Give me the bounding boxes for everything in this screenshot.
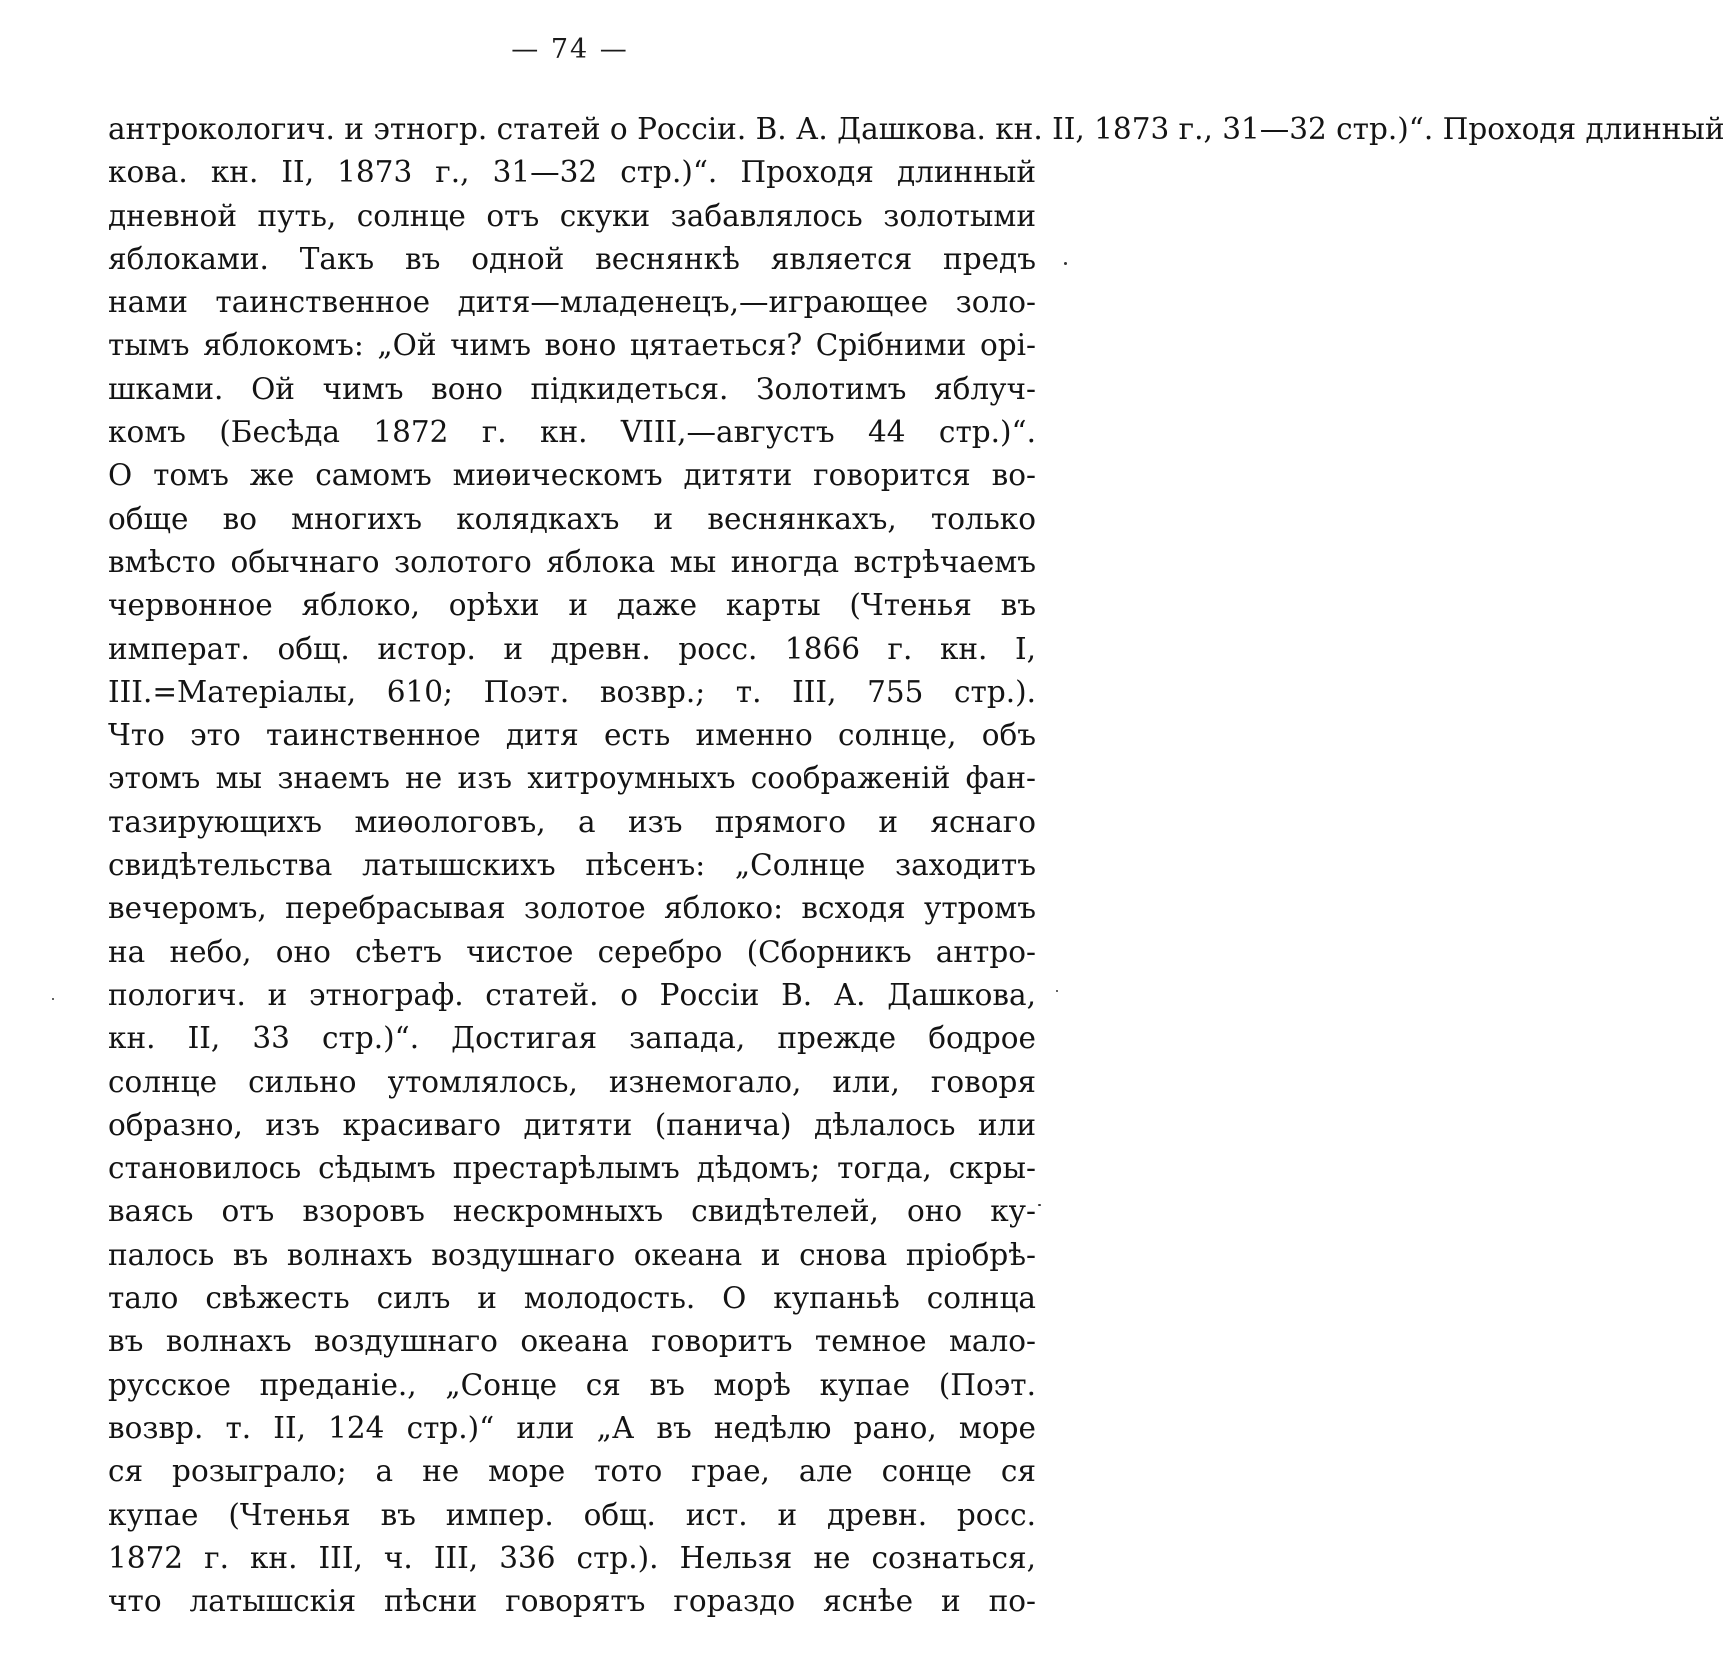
print-speck [1064, 262, 1067, 265]
text-line: этомъ мы знаемъ не изъ хитроумныхъ соображеній фан- [108, 761, 1036, 796]
text-line: свидѣтельства латышскихъ пѣсенъ: „Солнце заходитъ [108, 848, 1036, 883]
print-speck [1056, 990, 1058, 992]
text-line: III.=Матеріалы, 610; Поэт. возвр.; т. III, 755 стр.). [108, 674, 1036, 709]
text-line: кова. кн. II, 1873 г., 31—32 стр.)“. Проходя длинный [108, 155, 1036, 190]
print-speck [1038, 1204, 1041, 1206]
text-line: ся розыграло; а не море тото грае, але сонце ся [108, 1454, 1036, 1489]
text-line: вмѣсто обычнаго золотого яблока мы иногда встрѣчаемъ [108, 544, 1036, 579]
text-line: комъ (Бесѣда 1872 г. кн. VIII,—августъ 44 стр.)“. [108, 415, 1036, 450]
text-line: обще во многихъ колядкахъ и веснянкахъ, только [108, 501, 1036, 536]
text-line: палось въ волнахъ воздушнаго океана и снова пріобрѣ- [108, 1237, 1036, 1272]
text-line: тало свѣжесть силъ и молодость. О купаньѣ солнца [108, 1281, 1036, 1316]
text-line: становилось сѣдымъ престарѣлымъ дѣдомъ; тогда, скры- [108, 1151, 1036, 1186]
text-line: что латышскія пѣсни говорятъ гораздо яснѣе и по- [108, 1584, 1036, 1619]
text-line: образно, изъ красиваго дитяти (панича) дѣлалось или [108, 1107, 1036, 1142]
text-line: ваясь отъ взоровъ нескромныхъ свидѣтелей, оно ку- [108, 1194, 1036, 1229]
text-line: купае (Чтенья въ импер. общ. ист. и древн. росс. [108, 1497, 1036, 1532]
text-line: нами таинственное дитя—младенецъ,—играющее золо- [108, 285, 1036, 320]
text-line: антрокологич. и этногр. статей о Россіи. В. А. Дашкова. кн. II, 1873 г., 31—32 стр.)“. Проходя длинный [108, 112, 1725, 146]
text-line: тымъ яблокомъ: „Ой чимъ воно цятаеться? Срібними орі- [108, 328, 1036, 363]
text-line: О томъ же самомъ миѳическомъ дитяти говорится во- [108, 458, 1036, 493]
text-line: въ волнахъ воздушнаго океана говоритъ темное мало- [108, 1324, 1036, 1359]
text-line: Что это таинственное дитя есть именно солнце, объ [108, 718, 1036, 753]
text-line: вечеромъ, перебрасывая золотое яблоко: всходя утромъ [108, 891, 1036, 926]
text-line: императ. общ. истор. и древн. росс. 1866 г. кн. I, [108, 631, 1036, 666]
text-line: солнце сильно утомлялось, изнемогало, или, говоря [108, 1064, 1036, 1099]
text-line: русское преданіе., „Сонце ся въ морѣ купае (Поэт. [108, 1367, 1036, 1402]
text-line: пологич. и этнограф. статей. о Россіи В. А. Дашкова, [108, 977, 1036, 1012]
text-line: на небо, оно сѣетъ чистое серебро (Сборникъ антро- [108, 934, 1036, 969]
text-line: шками. Ой чимъ воно підкидеться. Золотимъ яблуч- [108, 371, 1036, 406]
text-line: яблоками. Такъ въ одной веснянкѣ является предъ [108, 241, 1036, 276]
text-line: возвр. т. II, 124 стр.)“ или „А въ недѣлю рано, море [108, 1410, 1036, 1445]
body-text [108, 108, 1725, 1623]
print-speck [52, 998, 54, 1000]
page-number: — 74 — [511, 34, 629, 65]
text-line: тазирующихъ миѳологовъ, а изъ прямого и яснаго [108, 804, 1036, 839]
text-line: кн. II, 33 стр.)“. Достигая запада, прежде бодрое [108, 1021, 1036, 1056]
text-line: дневной путь, солнце отъ скуки забавлялось золотыми [108, 198, 1036, 233]
text-line: червонное яблоко, орѣхи и даже карты (Чтенья въ [108, 588, 1036, 623]
text-line: 1872 г. кн. III, ч. III, 336 стр.). Нельзя не сознаться, [108, 1540, 1036, 1575]
